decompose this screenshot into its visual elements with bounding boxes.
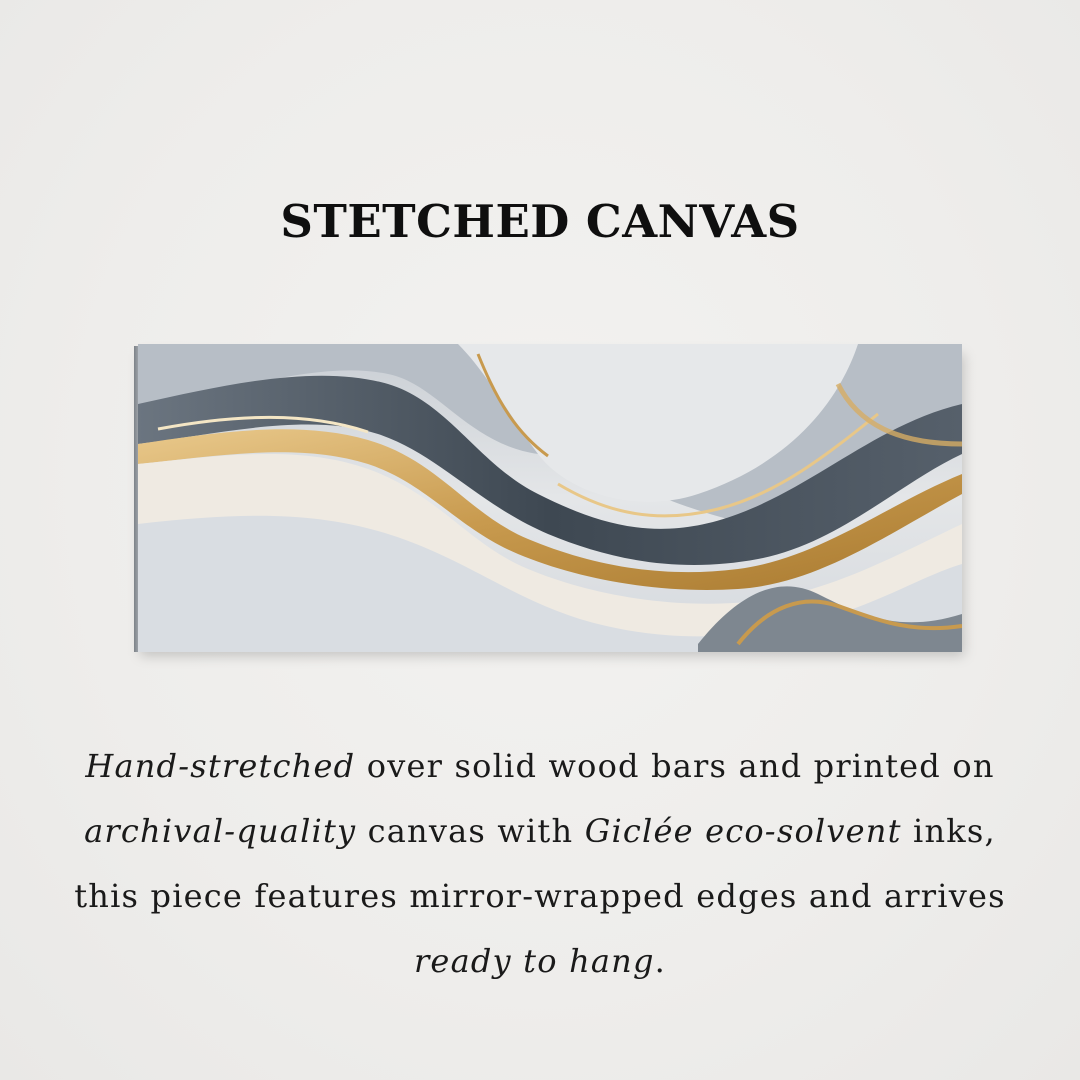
desc-text-6: inks, this piece features mirror-wrapped edges and arrives	[74, 812, 1006, 915]
desc-text-8: .	[654, 942, 667, 980]
page-title: STETCHED CANVAS	[280, 195, 800, 248]
desc-italic-1: Hand-stretched	[85, 747, 356, 785]
desc-italic-7: ready to hang	[413, 942, 655, 980]
desc-italic-5: Giclée eco-solvent	[584, 812, 902, 850]
canvas-artwork	[134, 344, 962, 654]
product-description	[60, 734, 1020, 994]
desc-text-2: over solid wood bars and printed on	[355, 747, 995, 785]
desc-text-4: canvas with	[356, 812, 585, 850]
abstract-marble-painting-icon	[138, 344, 962, 652]
desc-italic-3: archival-quality	[84, 812, 357, 850]
